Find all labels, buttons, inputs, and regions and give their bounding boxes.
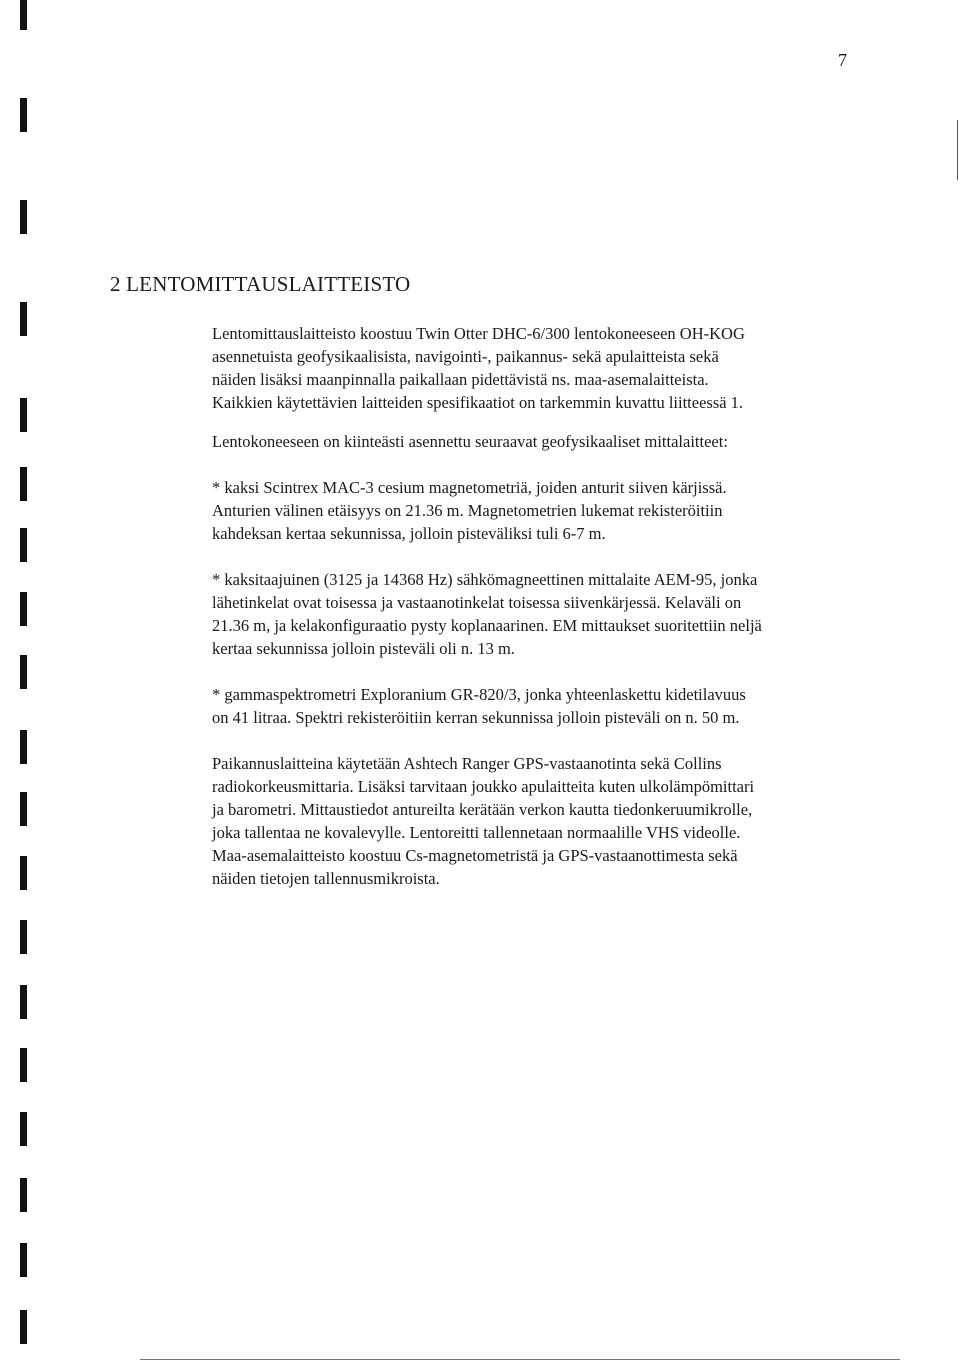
text-line: lähetinkelat ovat toisessa ja vastaanotinkelat toisessa siivenkärjessä. Kelaväli on (212, 593, 742, 612)
text-line: näiden lisäksi maanpinnalla paikallaan pidettävistä ns. maa-asemalaitteista. (212, 370, 709, 389)
text-line: kahdeksan kertaa sekunnissa, jolloin pisteväliksi tuli 6-7 m. (212, 524, 606, 543)
paragraph-gamma-spectrometer (212, 683, 852, 729)
text-line: Kaikkien käytettävien laitteiden spesifikaatiot on tarkemmin kuvattu liitteessä 1. (212, 393, 744, 412)
text-line: Maa-asemalaitteisto koostuu Cs-magnetometristä ja GPS-vastaanottimesta sekä (212, 846, 738, 865)
text-line: on 41 litraa. Spektri rekisteröitiin kerran sekunnissa jolloin pisteväli on n. 50 m. (212, 708, 740, 727)
paragraph-em-instrument (212, 568, 852, 660)
text-line: radiokorkeusmittaria. Lisäksi tarvitaan joukko apulaitteita kuten ulkolämpömittari (212, 777, 755, 796)
text-line: * kaksitaajuinen (3125 ja 14368 Hz) sähkömagneettinen mittalaite AEM-95, jonka (212, 570, 758, 589)
binding-mark (20, 730, 27, 764)
binding-mark (20, 98, 27, 132)
binding-marks (0, 0, 40, 1362)
scan-edge-line (957, 120, 958, 180)
text-line: 21.36 m, ja kelakonfiguraatio pysty koplanaarinen. EM mittaukset suoritettiin neljä (212, 616, 762, 635)
binding-mark (20, 856, 27, 890)
binding-mark (20, 528, 27, 562)
text-line: asennetuista geofysikaalisista, navigointi-, paikannus- sekä apulaitteista sekä (212, 347, 719, 366)
text-line: * kaksi Scintrex MAC-3 cesium magnetometriä, joiden anturit siiven kärjissä. (212, 478, 727, 497)
text-line: joka tallentaa ne kovalevylle. Lentoreitti tallennetaan normaalille VHS videolle. (212, 823, 741, 842)
binding-mark (20, 0, 27, 30)
paragraph-intro (212, 322, 852, 414)
binding-mark (20, 592, 27, 626)
text-line: kertaa sekunnissa jolloin pisteväli oli n. 13 m. (212, 639, 515, 658)
text-line: Paikannuslaitteina käytetään Ashtech Ranger GPS-vastaanotinta sekä Collins (212, 754, 722, 773)
binding-mark (20, 920, 27, 954)
binding-mark (20, 1243, 27, 1277)
binding-mark (20, 1310, 27, 1344)
binding-mark (20, 655, 27, 689)
paragraph-magnetometer (212, 476, 852, 545)
text-line: näiden tietojen tallennusmikroista. (212, 869, 440, 888)
binding-mark (20, 1048, 27, 1082)
paragraph-instruments-intro (212, 430, 852, 453)
section-heading: 2 LENTOMITTAUSLAITTEISTO (110, 272, 411, 296)
binding-mark (20, 467, 27, 501)
scan-bottom-edge (140, 1359, 900, 1360)
binding-mark (20, 200, 27, 234)
body-text (212, 322, 852, 890)
binding-mark (20, 1112, 27, 1146)
text-line: ja barometri. Mittaustiedot antureilta kerätään verkon kautta tiedonkeruumikrolle, (212, 800, 753, 819)
binding-mark (20, 792, 27, 826)
text-line: Anturien välinen etäisyys on 21.36 m. Magnetometrien lukemat rekisteröitiin (212, 501, 723, 520)
text-line: * gammaspektrometri Exploranium GR-820/3, jonka yhteenlaskettu kidetilavuus (212, 685, 746, 704)
page-number: 7 (838, 50, 847, 70)
binding-mark (20, 1178, 27, 1212)
binding-mark (20, 985, 27, 1019)
text-line: Lentokoneeseen on kiinteästi asennettu seuraavat geofysikaaliset mittalaitteet: (212, 432, 728, 451)
binding-mark (20, 302, 27, 336)
paragraph-positioning (212, 752, 852, 890)
binding-mark (20, 398, 27, 432)
text-line: Lentomittauslaitteisto koostuu Twin Otter DHC-6/300 lentokoneeseen OH-KOG (212, 324, 745, 343)
